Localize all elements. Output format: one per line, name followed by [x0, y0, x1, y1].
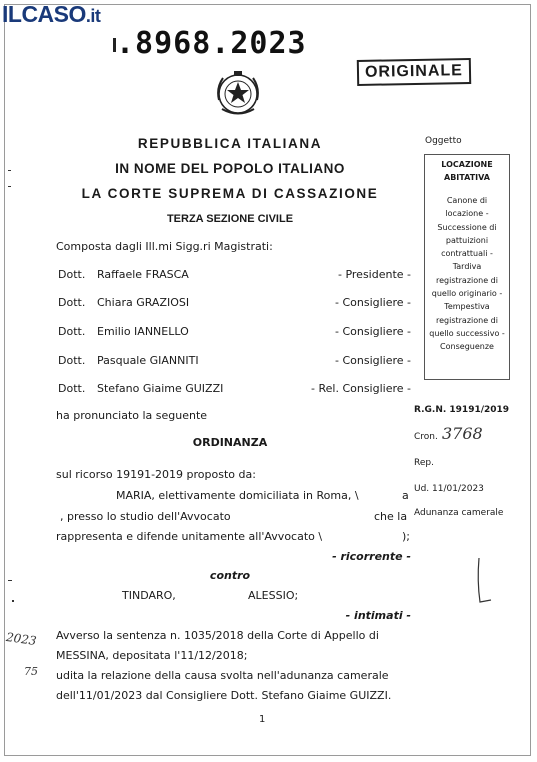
ricorso-line: che la [374, 510, 408, 523]
cron-label: Cron. [414, 432, 438, 442]
oggetto-box [424, 154, 510, 380]
section-title: TERZA SEZIONE CIVILE [166, 213, 294, 225]
oggetto-title-line: ABITATIVA [444, 173, 490, 182]
oggetto-desc-line: registrazione di [436, 315, 498, 325]
ordinanza-title: ORDINANZA [192, 436, 268, 449]
originale-stamp: ORIGINALE [357, 58, 471, 86]
oggetto-desc-line: Conseguenze [440, 342, 494, 352]
logo-name: ILCASO [2, 1, 86, 27]
intimato-name: TINDARO, [122, 589, 176, 602]
ricorso-line: a [402, 489, 409, 502]
handwritten-mark [474, 556, 494, 606]
adunanza-label: Adunanza camerale [414, 508, 504, 518]
judge-title: Dott. [58, 325, 86, 338]
intimati-label: - intimati - [345, 609, 411, 622]
header-corte: LA CORTE SUPREMA DI CASSAZIONE [81, 186, 379, 201]
ricorso-line: MARIA, elettivamente domiciliata in Roma, \ [116, 489, 359, 502]
oggetto-desc-line: Successione di [437, 222, 497, 232]
judge-name: Pasquale GIANNITI [97, 354, 199, 367]
oggetto-desc [425, 184, 509, 354]
margin-note: 75 [24, 665, 38, 678]
header-popolo: IN NOME DEL POPOLO ITALIANO [115, 161, 345, 176]
ilcaso-logo[interactable] [2, 0, 100, 30]
oggetto-desc-line: locazione - [445, 209, 489, 219]
ricorso-line: ); [402, 530, 410, 543]
page-border [4, 4, 531, 756]
judge-title: Dott. [58, 354, 86, 367]
oggetto-title [425, 155, 509, 184]
margin-dot [8, 186, 11, 187]
oggetto-desc-line: quello originario - [431, 289, 503, 299]
ricorso-line: sul ricorso 19191-2019 proposto da: [56, 468, 256, 481]
udienza-date: Ud. 11/01/2023 [414, 484, 484, 494]
header-repubblica: REPUBBLICA ITALIANA [137, 136, 323, 151]
rep-label: Rep. [414, 458, 434, 468]
udita-line: udita la relazione della causa svolta nell'adunanza camerale [56, 669, 389, 682]
margin-dot [8, 170, 11, 171]
avverso-line: MESSINA, depositata l'11/12/2018; [56, 649, 248, 662]
judge-name: Emilio IANNELLO [97, 325, 189, 338]
judge-role: - Consigliere - [334, 325, 411, 338]
judge-name: Chiara GRAZIOSI [97, 296, 190, 309]
judge-title: Dott. [58, 382, 86, 395]
margin-dot [8, 580, 12, 581]
judge-role: - Consigliere - [334, 354, 411, 367]
avverso-line: Avverso la sentenza n. 1035/2018 della Corte di Appello di [56, 629, 379, 642]
judge-name: Raffaele FRASCA [97, 268, 189, 281]
oggetto-desc-line: Canone di [446, 196, 488, 205]
oggetto-desc-line: registrazione di [436, 275, 498, 285]
ricorrente-label: - ricorrente - [332, 550, 411, 563]
oggetto-desc-line: pattuizioni [445, 235, 489, 245]
judge-role: - Presidente - [337, 268, 411, 281]
judge-name: Stefano Giaime GUIZZI [97, 382, 224, 395]
margin-dot [12, 600, 14, 602]
rgn-number: R.G.N. 19191/2019 [414, 405, 510, 415]
oggetto-title-line: LOCAZIONE [441, 160, 493, 169]
oggetto-label: Oggetto [425, 136, 462, 146]
judge-role: - Rel. Consigliere - [311, 382, 411, 395]
oggetto-desc-line: contrattuali - [441, 249, 493, 259]
oggetto-desc-line: Tardiva [452, 262, 482, 272]
oggetto-desc-line: Tempestiva [444, 302, 490, 312]
margin-note: 2023 [5, 629, 38, 649]
cron-handwritten: 3768 [442, 424, 483, 443]
republic-emblem-icon [213, 68, 263, 120]
oggetto-desc-line: quello successivo - [429, 328, 505, 338]
intimato-name: ALESSIO; [248, 589, 299, 602]
ricorso-line: rappresenta e difende unitamente all'Avvocato \ [56, 530, 323, 543]
judge-role: - Consigliere - [334, 296, 411, 309]
page-number: 1 [259, 714, 266, 725]
contro-label: contro [209, 569, 251, 582]
stamp-number: .8968.2023 [116, 26, 307, 61]
udita-line: dell'11/01/2023 dal Consigliere Dott. Stefano Giaime GUIZZI. [56, 689, 392, 702]
composta-text: Composta dagli Ill.mi Sigg.ri Magistrati: [56, 240, 273, 253]
pronunciato-text: ha pronunciato la seguente [56, 409, 208, 422]
logo-tld: .it [85, 6, 101, 26]
ricorso-line: , presso lo studio dell'Avvocato [60, 510, 231, 523]
judge-title: Dott. [58, 268, 86, 281]
judge-title: Dott. [58, 296, 86, 309]
